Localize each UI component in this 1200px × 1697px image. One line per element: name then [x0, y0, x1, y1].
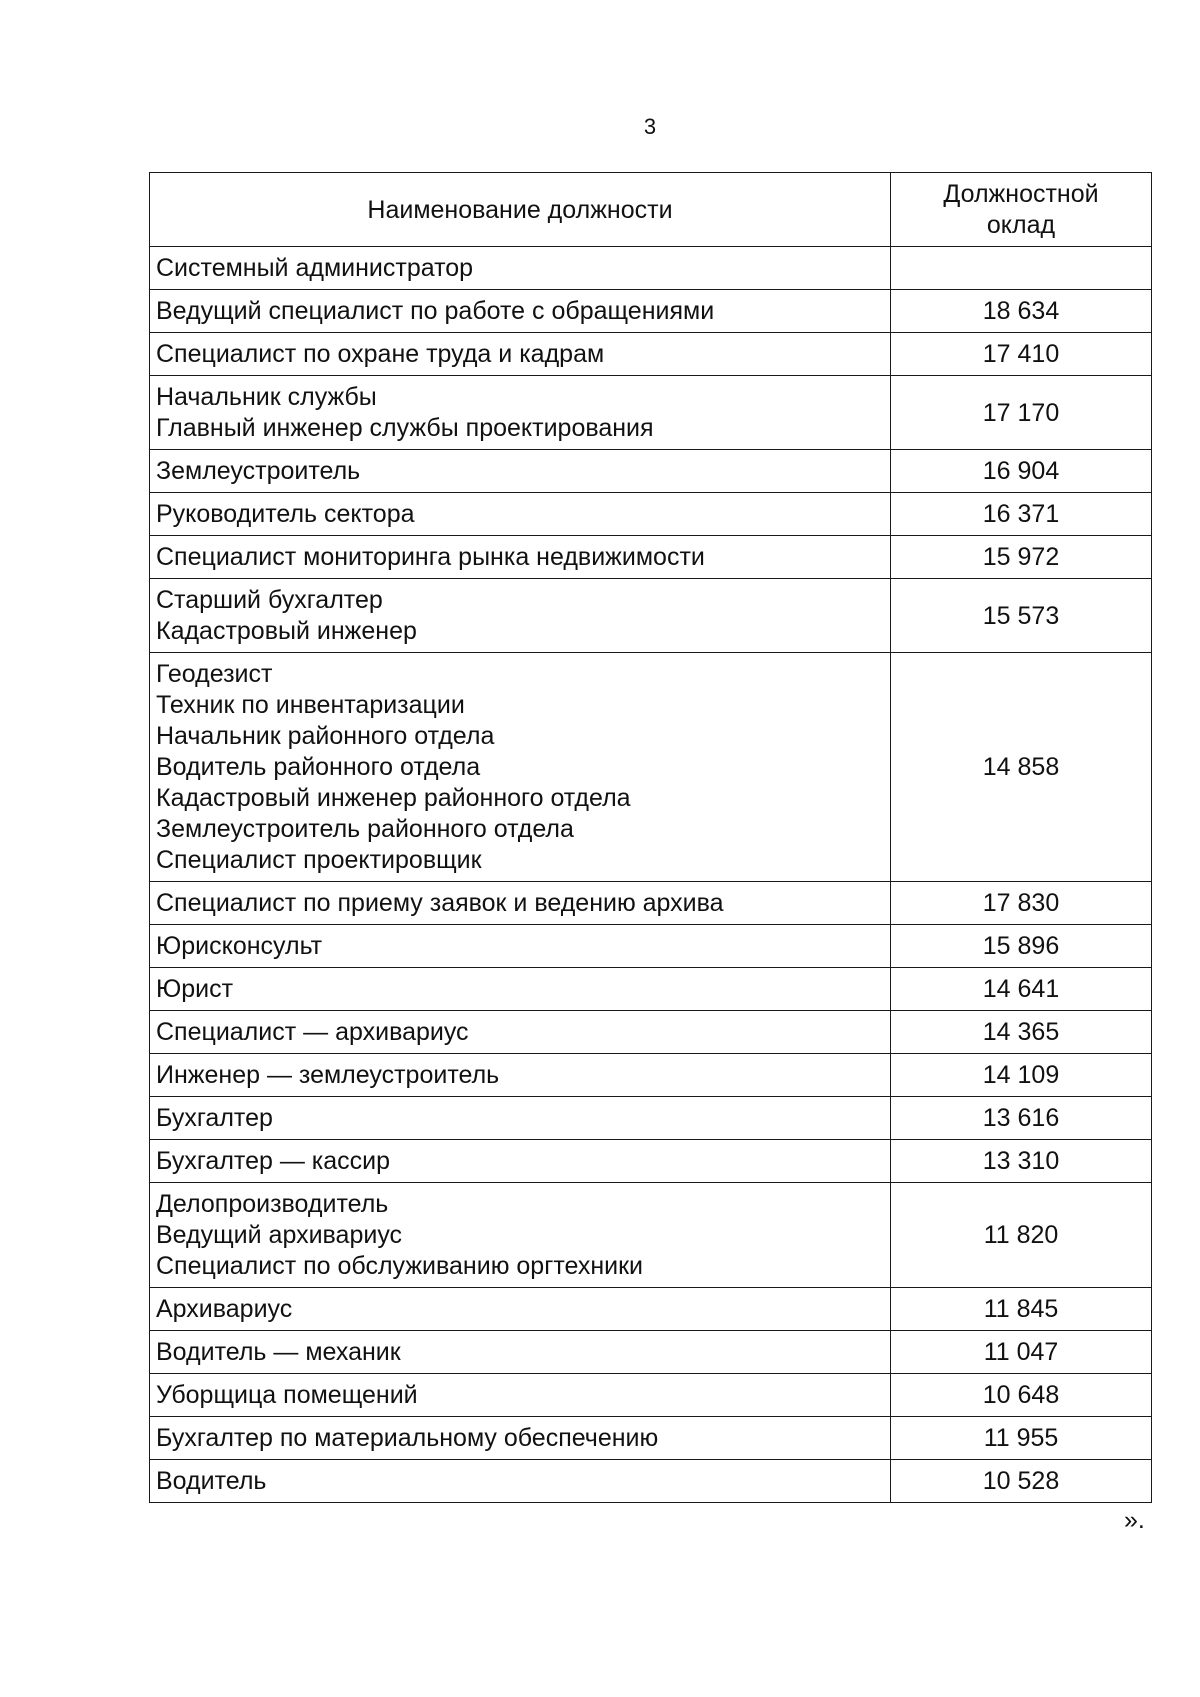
position-name-cell [150, 333, 891, 376]
position-name-cell [150, 1140, 891, 1183]
table-row [150, 579, 1152, 653]
position-name: Водитель — механик [156, 1338, 401, 1366]
position-name: Кадастровый инженер районного отдела [156, 784, 631, 812]
position-name: Уборщица помещений [156, 1381, 418, 1409]
position-name: Старший бухгалтер [156, 586, 383, 614]
position-name-cell [150, 925, 891, 968]
salary-value: 15 972 [891, 536, 1152, 579]
table-row [150, 1460, 1152, 1503]
position-name: Землеустроитель [156, 457, 361, 485]
salary-value: 13 616 [891, 1097, 1152, 1140]
position-name: Ведущий специалист по работе с обращениями [156, 297, 715, 325]
salary-value: 14 109 [891, 1054, 1152, 1097]
salary-value: 13 310 [891, 1140, 1152, 1183]
position-name: Юрист [156, 975, 234, 1003]
salary-value: 14 858 [891, 653, 1152, 882]
position-name: Системный администратор [156, 254, 474, 282]
table-row [150, 882, 1152, 925]
salary-value: 11 820 [891, 1183, 1152, 1288]
position-name: Специалист по охране труда и кадрам [156, 340, 605, 368]
table-row [150, 1374, 1152, 1417]
header-salary [891, 173, 1152, 247]
position-name: Водитель [156, 1467, 267, 1495]
table-row [150, 1288, 1152, 1331]
position-name: Архивариус [156, 1295, 293, 1323]
header-row [150, 173, 1152, 247]
salary-value: 10 528 [891, 1460, 1152, 1503]
table-row [150, 376, 1152, 450]
position-name-cell [150, 1097, 891, 1140]
position-name: Руководитель сектора [156, 500, 415, 528]
salary-value: 17 410 [891, 333, 1152, 376]
position-name: Специалист мониторинга рынка недвижимости [156, 543, 705, 571]
table-row [150, 925, 1152, 968]
position-name-cell [150, 376, 891, 450]
position-name-cell [150, 450, 891, 493]
position-name-cell [150, 1011, 891, 1054]
table-row [150, 1054, 1152, 1097]
salary-value: 11 955 [891, 1417, 1152, 1460]
table-row [150, 536, 1152, 579]
position-name: Геодезист [156, 660, 273, 688]
position-name: Специалист по приему заявок и ведению архива [156, 889, 724, 917]
table-row [150, 290, 1152, 333]
position-name-cell [150, 247, 891, 290]
salary-table [149, 172, 1152, 1503]
table-row [150, 1097, 1152, 1140]
position-name-cell [150, 1054, 891, 1097]
position-name: Водитель районного отдела [156, 753, 481, 781]
table-row [150, 1183, 1152, 1288]
position-name: Землеустроитель районного отдела [156, 815, 574, 843]
position-name: Специалист проектировщик [156, 846, 482, 874]
table-body [150, 247, 1152, 1503]
position-name: Специалист по обслуживанию оргтехники [156, 1252, 644, 1280]
salary-value: 16 904 [891, 450, 1152, 493]
position-name: Кадастровый инженер [156, 617, 417, 645]
table-row [150, 1331, 1152, 1374]
position-name: Бухгалтер [156, 1104, 273, 1132]
salary-value: 15 896 [891, 925, 1152, 968]
table-row [150, 1417, 1152, 1460]
position-name-cell [150, 968, 891, 1011]
table-row [150, 450, 1152, 493]
table-row [150, 493, 1152, 536]
position-name-cell [150, 1288, 891, 1331]
position-name: Специалист — архивариус [156, 1018, 469, 1046]
position-name: Техник по инвентаризации [156, 691, 465, 719]
header-salary-line: Должностной [943, 180, 1099, 208]
position-name-cell [150, 653, 891, 882]
salary-value [891, 247, 1152, 290]
header-salary-line: оклад [986, 211, 1056, 239]
position-name: Юрисконсульт [156, 932, 323, 960]
position-name-cell [150, 1374, 891, 1417]
closing-quote-mark: ». [1124, 1506, 1145, 1534]
salary-value: 11 047 [891, 1331, 1152, 1374]
salary-value: 17 170 [891, 376, 1152, 450]
salary-value: 14 641 [891, 968, 1152, 1011]
position-name-cell [150, 493, 891, 536]
table-row [150, 247, 1152, 290]
position-name: Инженер — землеустроитель [156, 1061, 500, 1089]
position-name: Ведущий архивариус [156, 1221, 403, 1249]
position-name-cell [150, 1183, 891, 1288]
position-name-cell [150, 1331, 891, 1374]
salary-value: 15 573 [891, 579, 1152, 653]
table-row [150, 333, 1152, 376]
salary-value: 17 830 [891, 882, 1152, 925]
position-name-cell [150, 536, 891, 579]
position-name: Начальник службы [156, 383, 377, 411]
table-row [150, 653, 1152, 882]
position-name: Бухгалтер по материальному обеспечению [156, 1424, 659, 1452]
salary-value: 10 648 [891, 1374, 1152, 1417]
salary-value: 18 634 [891, 290, 1152, 333]
header-position-name: Наименование должности [150, 173, 891, 247]
position-name-cell [150, 1417, 891, 1460]
position-name-cell [150, 579, 891, 653]
table-row [150, 1140, 1152, 1183]
salary-value: 16 371 [891, 493, 1152, 536]
salary-value: 14 365 [891, 1011, 1152, 1054]
position-name-cell [150, 882, 891, 925]
table-row [150, 1011, 1152, 1054]
salary-value: 11 845 [891, 1288, 1152, 1331]
position-name-cell [150, 1460, 891, 1503]
position-name: Делопроизводитель [156, 1190, 389, 1218]
position-name-cell [150, 290, 891, 333]
position-name: Начальник районного отдела [156, 722, 495, 750]
page-number: 3 [643, 114, 657, 139]
position-name: Бухгалтер — кассир [156, 1147, 391, 1175]
position-name: Главный инженер службы проектирования [156, 414, 654, 442]
table-header [150, 173, 1152, 247]
table-row [150, 968, 1152, 1011]
